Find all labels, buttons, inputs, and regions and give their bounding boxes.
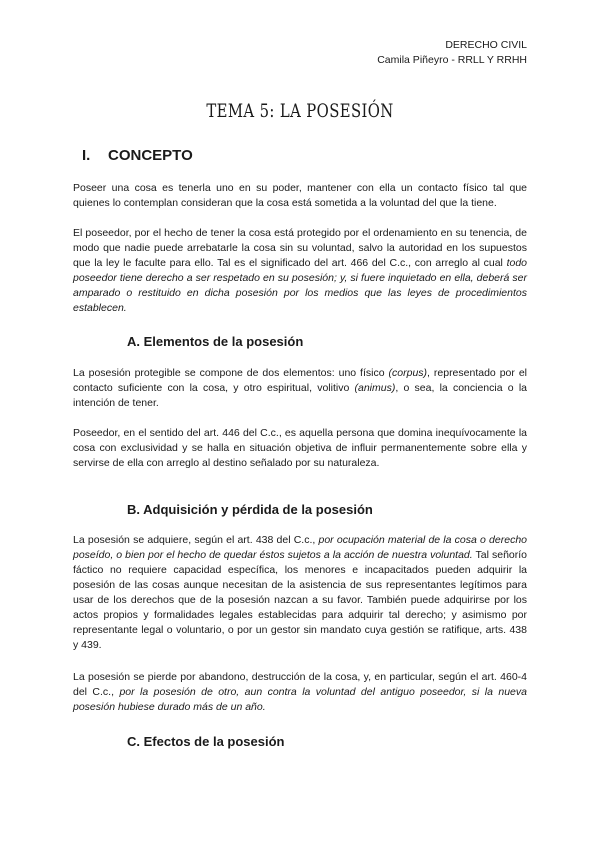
text-span: , o sea, la conciencia o la intención de tener.: [73, 382, 527, 409]
subsection-heading-efectos: C. Efectos de la posesión: [127, 734, 285, 749]
article-quote: todo poseedor tiene derecho a ser respetado en su posesión; y, si fuere inquietado en ella, deberá ser amparado o restituido en dicha posesión por los medios que las leyes de procedimientos establecen.: [73, 257, 527, 314]
section-number: I.: [82, 147, 91, 164]
section-heading-concepto: [82, 147, 193, 164]
text-span: , representado por el contacto suficiente con la cosa, y otro espiritual, volitivo: [73, 367, 527, 394]
subsection-heading-adquisicion: B. Adquisición y pérdida de la posesión: [127, 502, 373, 517]
document-title: TEMA 5: LA POSESIÓN: [206, 100, 394, 122]
article-quote: por ocupación material de la cosa o derecho poseído, o bien por el hecho de quedar éstos sujetos a la acción de nuestra voluntad.: [73, 534, 527, 561]
paragraph-acquisition: [73, 533, 527, 653]
text-span: Tal señorío fáctico no requiere capacidad específica, los menores e incapacitados pueden adquirir la posesión de las cosas aunque necesitan de la asistencia de sus representantes legítimos para usar de los derechos que de la posesión nazcan a su favor. También puede adquirirse por los actos propios y formalidades legales establecidas para adquirir tal derecho; y asimismo por representante legal o voluntario, o por un gestor sin mandato cuya gestión se ratifique, arts. 438 y 439.: [73, 549, 528, 651]
paragraph-text: El poseedor, por el hecho de tener la cosa está protegido por el ordenamiento en su tenencia, de modo que nadie puede arrebatarle la cosa sin su voluntad, salvo la autoridad en los supuestos que la ley le faculte para ello. Tal es el significado del art. 466 del C.c., con arreglo al cual: [73, 227, 527, 269]
paragraph-concept: Poseer una cosa es tenerla uno en su poder, mantener con ella un contacto físico tal que quienes lo contemplan consideran que la cosa está sometida a la voluntad del que la tiene.: [73, 182, 527, 209]
text-span: La posesión protegible se compone de dos elementos: uno físico: [73, 367, 389, 379]
paragraph-loss: [73, 670, 527, 715]
term-animus: (animus): [354, 382, 396, 394]
article-quote: por la posesión de otro, aun contra la voluntad del antiguo poseedor, si la nueva posesión hubiese durado más de un año.: [73, 686, 527, 713]
header-subject: DERECHO CIVIL: [445, 39, 527, 51]
page-header: [377, 38, 527, 68]
subsection-heading-elementos: A. Elementos de la posesión: [127, 334, 304, 349]
section-title: CONCEPTO: [108, 147, 193, 164]
term-corpus: (corpus): [388, 367, 428, 379]
text-span: La posesión se adquiere, según el art. 438 del C.c.,: [73, 534, 319, 546]
paragraph-possessor-protection: [73, 226, 527, 316]
paragraph-possessor-definition: Poseedor, en el sentido del art. 446 del C.c., es aquella persona que domina inequívocamente la cosa con exclusividad y se halla en situación objetiva de influir permanentemente sobre ella y servirse de ella con arreglo al destino señalado por su naturaleza.: [73, 427, 527, 469]
text-span: La posesión se pierde por abandono, destrucción de la cosa, y, en particular, según el art. 460-4 del C.c.,: [73, 671, 527, 698]
paragraph-elements: [73, 366, 527, 411]
header-author: Camila Piñeyro - RRLL Y RRHH: [377, 54, 527, 66]
